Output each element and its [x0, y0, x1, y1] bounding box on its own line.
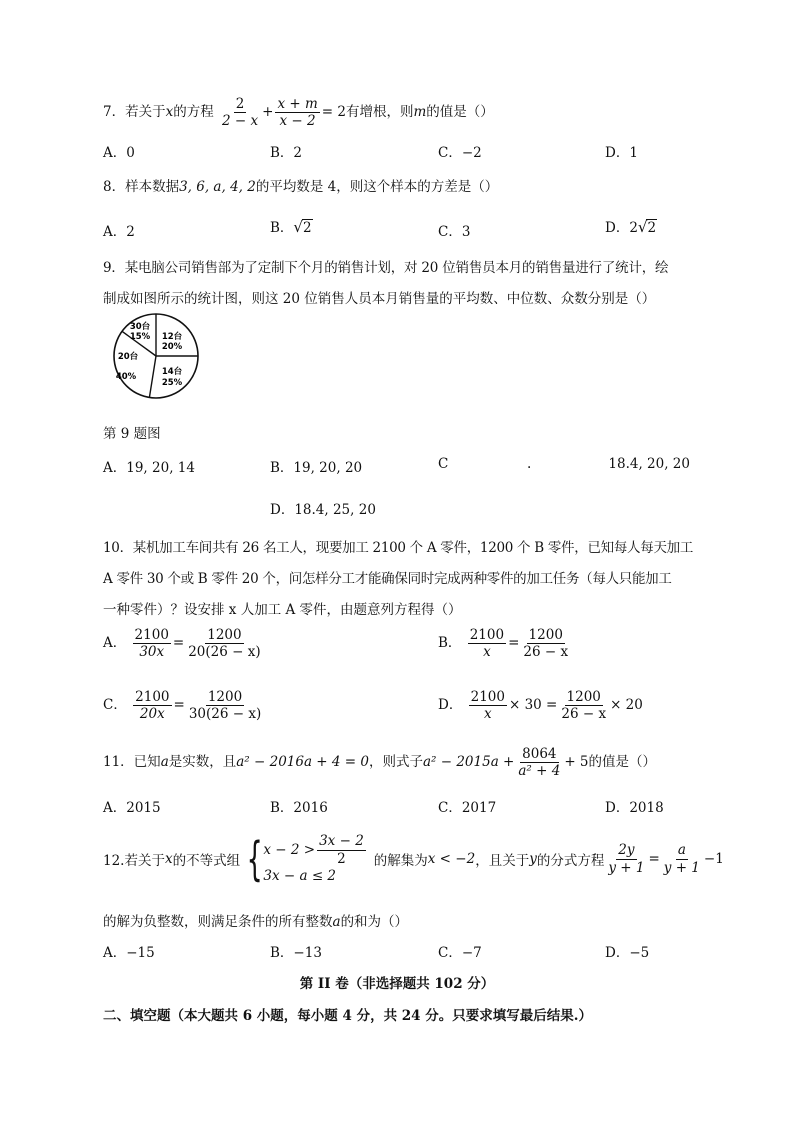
q9-option-c-dot: .: [527, 456, 532, 472]
q8-option-d: D．2√2: [605, 218, 657, 236]
pie-label-14: 14台: [161, 367, 183, 377]
q7-fraction-2: $\frac{x + m}{x - 2}$: [277, 95, 318, 129]
pie-pct-40: 40%: [115, 372, 137, 382]
q11-fraction: $\frac{8064}{\text{a² + 4}}$: [518, 746, 561, 780]
q7-option-c: C．−2: [438, 145, 482, 161]
q10-option-d: D． $\frac{2100}{x}$ × 30 = $\frac{1200}{26 - x}$ × 20: [438, 689, 643, 723]
q8-option-a: A．2: [103, 224, 135, 240]
brace-symbol: {: [246, 832, 263, 886]
section-title: 第 II 卷（非选择题共 102 分）: [299, 976, 495, 992]
q12-stem: 12.若关于 x 的不等式组 { x − 2 > $\frac{3x - 2}{2}$ 3x − a ≤ 2 的解集为 x < −2 ，且关于 y 的分式方程 $\frac{2y}{y + 1}$ = $\frac{a}{y + 1}$ −1: [103, 832, 724, 886]
q7-fraction-1: $\frac{2}{2 - x}$: [222, 95, 259, 129]
q11-stem: 11．已知a是实数，且a² − 2016a + 4 = 0，则式子a² − 2015a + $\frac{8064}{\text{a² + 4}}$ + 5的值是（）: [103, 746, 657, 780]
q10-option-c: C． $\frac{2100}{20x}$ = $\frac{1200}{30(26 - x)}$: [103, 689, 262, 723]
q11-option-a: A．2015: [103, 800, 161, 816]
pie-label-20: 20台: [117, 352, 139, 362]
q9-option-c-label: C: [438, 456, 449, 472]
q10-line-3: 一种零件）？设安排 x 人加工 A 零件，由题意列方程得（）: [103, 602, 462, 618]
q9-caption: 第 9 题图: [103, 426, 161, 442]
sqrt-symbol: √: [637, 218, 648, 236]
q7-option-b: B．2: [270, 145, 303, 161]
sqrt-symbol: √: [293, 218, 303, 236]
q10-option-b: B． $\frac{2100}{x}$ = $\frac{1200}{26 - x}$: [438, 627, 569, 661]
q9-option-c-value: 18.4, 20, 20: [608, 456, 690, 472]
q11-option-d: D．2018: [605, 800, 664, 816]
q8-stem: 8．样本数据3, 6, a, 4, 2的平均数是 4，则这个样本的方差是（）: [103, 179, 499, 195]
q9-option-b: B．19, 20, 20: [270, 460, 363, 476]
q10-line-2: A 零件 30 个或 B 零件 20 个，问怎样分工才能确保同时完成两种零件的加工任务（每人只能加工: [103, 571, 672, 587]
q9-line-1: 9．某电脑公司销售部为了定制下个月的销售计划，对 20 位销售员本月的销售量进行了统计，绘: [103, 260, 669, 276]
q7-var-x: x: [165, 104, 174, 120]
q12-system: x − 2 > $\frac{3x - 2}{2}$ 3x − a ≤ 2: [263, 833, 364, 884]
q9-option-d: D．18.4, 25, 20: [270, 502, 376, 518]
q8-option-c: C．3: [438, 224, 471, 240]
q11-option-b: B．2016: [270, 800, 328, 816]
q12-line-2: 的解为负整数，则满足条件的所有整数a的和为（）: [103, 914, 409, 930]
pie-label-30: 30台: [129, 322, 151, 332]
q12-option-c: C．−7: [438, 945, 482, 961]
q7-option-d: D．1: [605, 145, 638, 161]
q12-option-d: D．−5: [605, 945, 650, 961]
q7-stem: 7．若关于x的方程 $\frac{2}{2 - x}$ + $\frac{x + m}{x - 2}$ = 2有增根，则m的值是（）: [103, 95, 494, 129]
q10-option-a: A． $\frac{2100}{30x}$ = $\frac{1200}{20(26 - x)}$: [103, 627, 261, 661]
pie-pct-15: 15%: [129, 332, 151, 342]
q8-data: 3, 6, a, 4, 2: [179, 179, 256, 195]
q9-option-a: A．19, 20, 14: [103, 460, 195, 476]
pie-pct-20: 20%: [161, 342, 183, 352]
pie-pct-25: 25%: [161, 378, 183, 388]
q7-text-a: 7．若关于: [103, 104, 166, 120]
q9-pie-chart: [101, 312, 211, 402]
q9-line-2: 制成如图所示的统计图，则这 20 位销售人员本月销售量的平均数、中位数、众数分别是（）: [103, 291, 656, 307]
q11-option-c: C．2017: [438, 800, 497, 816]
q12-option-a: A．−15: [103, 945, 155, 961]
q11-condition: a² − 2016a + 4 = 0: [236, 754, 369, 771]
pie-label-12: 12台: [161, 332, 183, 342]
q12-option-b: B．−13: [270, 945, 322, 961]
section-heading: 二、填空题（本大题共 6 小题，每小题 4 分，共 24 分。只要求填写最后结果.）: [103, 1008, 592, 1024]
q7-text-b: 的方程: [173, 104, 214, 120]
q10-line-1: 10．某机加工车间共有 26 名工人，现要加工 2100 个 A 零件，1200 个 B 零件，已知每人每天加工: [103, 540, 694, 556]
q8-option-b: B．√2: [270, 218, 312, 236]
q7-option-a: A．0: [103, 145, 135, 161]
